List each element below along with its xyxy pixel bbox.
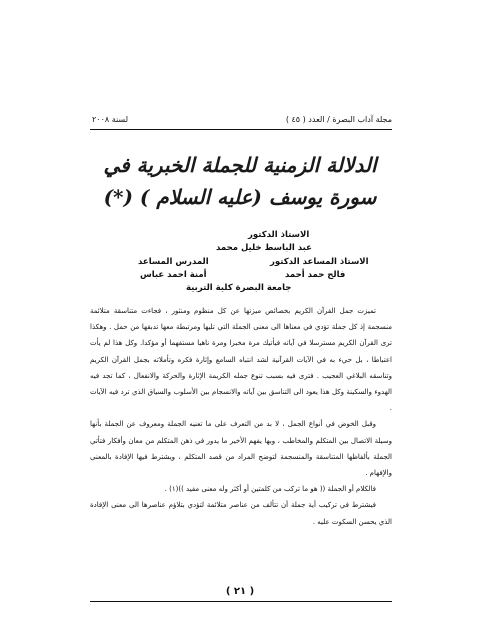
body-paragraph: فالكلام أو الجملة (( هو ما تركب من كلمتين أو أكثر وله معنى مفيد ))(١) . [164,485,376,494]
lecturer-name: أمنة احمد عباس [140,270,207,280]
body-paragraph: فيشترط في تركيب أية جملة أن تتألف من عناصر متلائمة لتؤدي بتلاؤم عناصرها الى معنى الإفادة الذي يحسن السكوت عليه . [90,501,392,526]
professor-name: عبد الباسط خليل محمد [216,243,312,253]
running-header [92,111,392,127]
footer-rule [90,601,392,602]
assoc-professor-title: الاستاذ المساعد الدكتور [270,257,369,267]
article-title-line-2: سورة يوسف (عليه السلام ) (*) [103,185,377,209]
affiliation: جامعة البصرة كلية التربية [186,283,292,293]
journal-year: لسنة ٢٠٠٨ [92,114,129,124]
professor-title: الاستاذ الدكتور [248,230,310,240]
article-title-line-1: الدلالة الزمنية للجملة الخبرية في [103,153,377,177]
body-paragraph: تميزت جمل القرآن الكريم بخصائص ميزتها عن كل منظوم ومنثور ، فجاءت متناسقة متلائمة منسجمة إذ كل جملة تؤدي في معناها الى معنى الجملة التي تليها ومرتبطة معها تدبقها من حمل . وهكذا ترى القرآن الكريم مسترسلا في آياته فيأتيك مرة مخبرا ومرة ناهيا مستفهما أو مؤكدا. وكل هذا لم يأت اعتباطا ، بل حيء به في الآيات القرآنية لشد انتباه السامع وإثارة فكره وتأملاته بجمل القرآن الكريم وتناسقه البلاغي العجيب . فترى فيه بسبب تنوع جمله الكريمة الإثارة والحركة والانفعال ، كما تجد فيه الهدوء والسكينة وكل هذا يعود الى التناسق بين آياته والانسجام بين الأسلوب والسياق الذي ترد فيه الآيات . [90,307,392,413]
journal-name: مجلة آداب البصرة / العدد ( ٤٥ ) [285,114,392,124]
page-number: ( ٢١ ) [225,586,255,597]
article-body [90,303,392,530]
lecturer-title: المدرس المساعد [138,257,209,267]
body-paragraph: وقبل الخوض في أنواع الجمل ، لا بد من التعرف على ما تعنيه الجملة ومعروف عن الجملة بأنها وسيلة الاتصال بين المتكلم والمخاطب ، وبها يفهم الأخير ما يدور في ذهن المتكلم من معان وأفكار فتأتي الجملة بألفاظها المتناسقة والمنسجمة لتوضح المراد من قصد المتكلم ، ويشترط فيها الإفادة بالمعنى والإفهام . [90,420,392,478]
header-rule [90,129,392,130]
assoc-professor-name: فالح حمد أحمد [285,270,346,280]
